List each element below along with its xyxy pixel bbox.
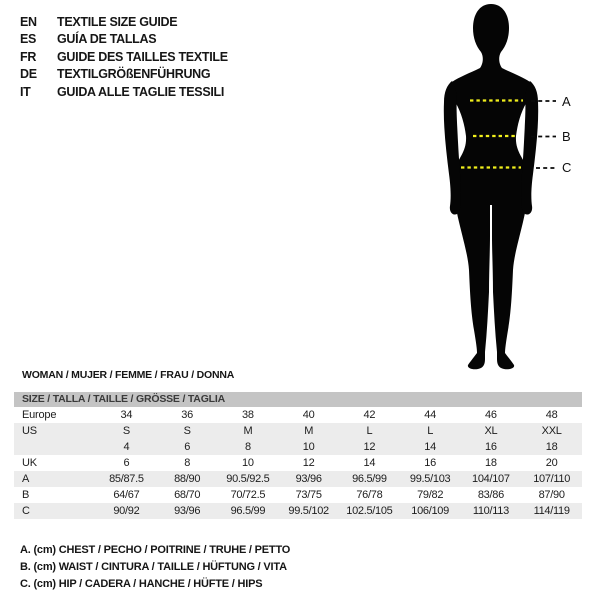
row-label: US bbox=[22, 425, 37, 437]
size-cell: 10 bbox=[242, 457, 254, 469]
table-row-hip-c bbox=[14, 503, 582, 519]
size-cell: 88/90 bbox=[174, 473, 201, 485]
size-cell: 104/107 bbox=[472, 473, 510, 485]
language-code: EN bbox=[20, 15, 37, 29]
size-cell: 48 bbox=[545, 409, 558, 421]
size-cell: 18 bbox=[485, 457, 497, 469]
size-cell: 8 bbox=[184, 457, 191, 469]
measurement-legend bbox=[20, 542, 290, 593]
size-cell: S bbox=[122, 425, 130, 437]
size-cell: 87/90 bbox=[538, 489, 565, 501]
language-code: FR bbox=[20, 49, 37, 64]
size-cell: 79/82 bbox=[417, 489, 444, 501]
size-table-header: SIZE / TALLA / TAILLE / GRÖSSE / TAGLIA bbox=[14, 392, 582, 407]
size-cell: 96.5/99 bbox=[230, 505, 266, 517]
table-row-us-numeric bbox=[14, 439, 582, 455]
size-cell: 14 bbox=[363, 457, 376, 469]
size-cell: 90.5/92.5 bbox=[226, 473, 270, 485]
language-code: DE bbox=[20, 67, 37, 82]
size-cell: XL bbox=[484, 425, 498, 437]
guide-title: TEXTILE SIZE GUIDE bbox=[57, 15, 178, 29]
size-cell: 85/87.5 bbox=[109, 473, 144, 485]
size-cell: L bbox=[366, 425, 373, 437]
size-cell: 4 bbox=[123, 441, 130, 453]
size-cell: 16 bbox=[424, 457, 436, 469]
size-cell: 93/96 bbox=[174, 505, 201, 517]
size-cell: 42 bbox=[363, 409, 376, 421]
size-cell: 38 bbox=[242, 409, 254, 421]
table-row-uk bbox=[14, 455, 582, 471]
size-cell: 46 bbox=[485, 409, 497, 421]
size-cell: L bbox=[427, 425, 434, 437]
row-label: B bbox=[22, 489, 30, 501]
size-cell: 6 bbox=[184, 441, 191, 453]
legend-hip: C. (cm) HIP / CADERA / HANCHE / HÜFTE / HIPS bbox=[20, 578, 263, 590]
size-cell: 99.5/102 bbox=[288, 505, 329, 517]
size-cell: M bbox=[243, 425, 253, 437]
table-row-us-letter bbox=[14, 423, 582, 439]
size-cell: 44 bbox=[424, 409, 436, 421]
size-cell: 110/113 bbox=[472, 505, 509, 517]
row-label: C bbox=[22, 505, 30, 517]
section-title-woman: WOMAN / MUJER / FEMME / FRAU / DONNA bbox=[22, 369, 235, 381]
size-cell: 83/86 bbox=[477, 489, 504, 501]
size-cell: 106/109 bbox=[411, 505, 449, 517]
size-cell: 18 bbox=[545, 441, 558, 453]
size-cell: 93/96 bbox=[295, 473, 322, 485]
size-cell: XXL bbox=[541, 425, 562, 437]
size-cell: 20 bbox=[545, 457, 558, 469]
guide-title: GUÍA DE TALLAS bbox=[57, 32, 157, 47]
size-cell: 16 bbox=[485, 441, 497, 453]
guide-title: TEXTILGRÖßENFÜHRUNG bbox=[57, 67, 211, 82]
row-label: UK bbox=[22, 457, 37, 469]
size-cell: 64/67 bbox=[113, 489, 140, 501]
size-cell: 73/75 bbox=[295, 489, 322, 501]
size-cell: 34 bbox=[120, 409, 133, 421]
size-table bbox=[14, 392, 582, 519]
legend-waist: B. (cm) WAIST / CINTURA / TAILLE / HÜFTUNG / VITA bbox=[20, 561, 287, 573]
size-cell: 40 bbox=[302, 409, 315, 421]
size-cell: 107/110 bbox=[533, 473, 571, 485]
size-cell: S bbox=[183, 425, 191, 437]
size-cell: 12 bbox=[363, 441, 376, 453]
size-cell: 114/119 bbox=[533, 505, 570, 517]
guide-title: GUIDE DES TAILLES TEXTILE bbox=[57, 49, 228, 64]
marker-label-c: C bbox=[562, 160, 572, 175]
size-cell: 36 bbox=[181, 409, 193, 421]
woman-silhouette-body bbox=[451, 4, 531, 369]
size-cell: 8 bbox=[244, 441, 251, 453]
row-label: Europe bbox=[22, 409, 57, 421]
guide-title: GUIDA ALLE TAGLIE TESSILI bbox=[57, 84, 225, 99]
size-cell: 68/70 bbox=[174, 489, 201, 501]
language-code: IT bbox=[20, 84, 31, 99]
size-cell: 10 bbox=[302, 441, 315, 453]
row-label bbox=[14, 439, 96, 455]
size-cell: 6 bbox=[123, 457, 130, 469]
size-cell: 96.5/99 bbox=[352, 473, 387, 485]
size-cell: M bbox=[304, 425, 314, 437]
size-cell: 12 bbox=[302, 457, 315, 469]
marker-label-b: B bbox=[562, 129, 571, 144]
table-row-europe bbox=[14, 407, 582, 423]
legend-chest: A. (cm) CHEST / PECHO / POITRINE / TRUHE / PETTO bbox=[20, 544, 291, 556]
row-label: A bbox=[22, 473, 30, 485]
size-cell: 99.5/103 bbox=[409, 473, 451, 485]
size-cell: 90/92 bbox=[113, 505, 140, 517]
size-cell: 76/78 bbox=[356, 489, 383, 501]
marker-label-a: A bbox=[562, 94, 571, 109]
size-cell: 14 bbox=[424, 441, 436, 453]
language-code: ES bbox=[20, 32, 37, 47]
size-cell: 70/72.5 bbox=[230, 489, 266, 501]
table-row-waist-b bbox=[14, 487, 582, 503]
table-row-chest-a bbox=[14, 471, 582, 487]
size-cell: 102.5/105 bbox=[346, 505, 393, 517]
